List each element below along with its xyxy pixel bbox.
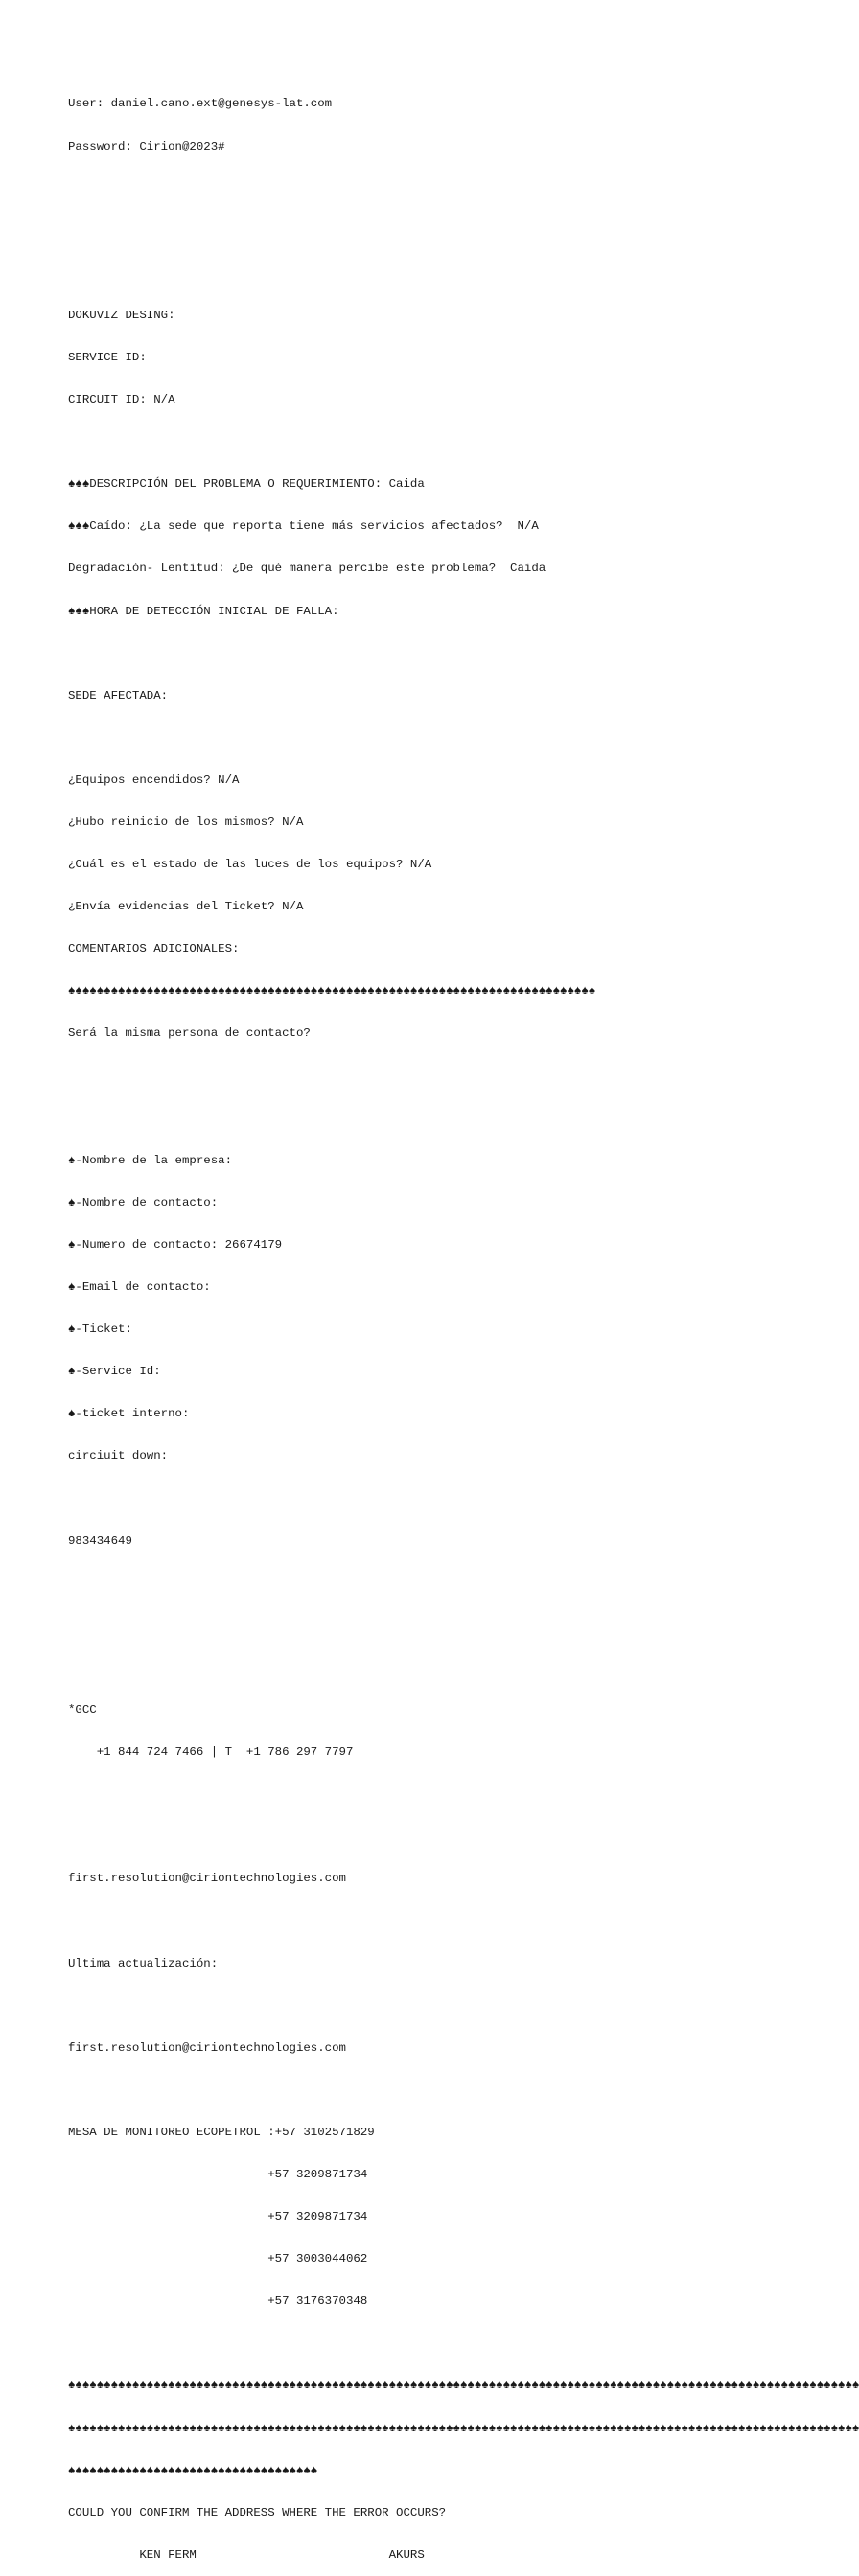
doc-line: ♠-Service Id:	[68, 1365, 161, 1379]
spade-divider-line: ♠♠♠♠♠♠♠♠♠♠♠♠♠♠♠♠♠♠♠♠♠♠♠♠♠♠♠♠♠♠♠♠♠♠♠♠♠♠♠♠♠♠♠♠♠♠♠♠♠♠♠♠♠♠♠♠♠♠♠♠♠♠♠♠♠♠♠♠♠♠♠♠♠♠♠♠♠♠♠♠♠♠♠♠♠♠♠♠♠♠♠♠♠♠♠♠♠♠♠♠♠♠♠♠♠♠♠♠♠♠♠	[68, 2379, 859, 2393]
doc-line: 983434649	[68, 1533, 132, 1548]
doc-line	[68, 2336, 682, 2351]
doc-line: KEN FERM AKURS	[68, 2547, 425, 2562]
doc-line: ¿Cuál es el estado de las luces de los equipos? N/A	[68, 858, 432, 872]
spade-divider-line: ♠♠♠♠♠♠♠♠♠♠♠♠♠♠♠♠♠♠♠♠♠♠♠♠♠♠♠♠♠♠♠♠♠♠♠♠♠♠♠♠♠♠♠♠♠♠♠♠♠♠♠♠♠♠♠♠♠♠♠♠♠♠♠♠♠♠♠♠♠♠♠♠♠♠♠♠♠♠♠♠♠♠♠♠♠♠♠♠♠♠♠♠♠♠♠♠♠♠♠♠♠♠♠♠♠♠♠♠♠♠♠	[68, 2421, 859, 2435]
doc-line: +57 3209871734	[68, 2168, 368, 2181]
doc-line	[68, 1914, 682, 1928]
doc-line: DOKUVIZ DESING:	[68, 308, 175, 322]
doc-line: *GCC	[68, 1702, 97, 1716]
doc-line: first.resolution@ciriontechnologies.com	[68, 1872, 346, 1886]
doc-line: CIRCUIT ID: N/A	[68, 393, 175, 407]
doc-line: Password: Cirion@2023#	[68, 139, 225, 153]
doc-line: COMENTARIOS ADICIONALES:	[68, 942, 240, 956]
doc-line: +57 3003044062	[68, 2252, 368, 2266]
doc-line: ♠-ticket interno:	[68, 1407, 190, 1421]
doc-line: ♠-Numero de contacto: 26674179	[68, 1237, 283, 1252]
doc-line: ¿Envía evidencias del Ticket? N/A	[68, 900, 304, 914]
doc-line: ♠-Email de contacto:	[68, 1280, 211, 1295]
spade-divider-line: ♠♠♠♠♠♠♠♠♠♠♠♠♠♠♠♠♠♠♠♠♠♠♠♠♠♠♠♠♠♠♠♠♠♠♠♠♠♠♠♠♠♠♠♠♠♠♠♠♠♠♠♠♠♠♠♠♠♠♠♠♠♠♠♠♠♠♠♠♠♠♠♠♠♠	[68, 984, 596, 999]
doc-line: Degradación- Lentitud: ¿De qué manera percibe este problema? Caida	[68, 562, 546, 576]
doc-line: +1 844 724 7466 | T +1 786 297 7797	[68, 1745, 354, 1760]
doc-line	[68, 647, 682, 661]
doc-line	[68, 1492, 682, 1506]
doc-line	[68, 1661, 682, 1675]
doc-line: +57 3176370348	[68, 2294, 368, 2309]
doc-line: ♠-Nombre de contacto:	[68, 1195, 219, 1209]
doc-line	[68, 2083, 682, 2098]
doc-line	[68, 1619, 682, 1633]
doc-line: ♠♠♠Caído: ¿La sede que reporta tiene más servicios afectados? N/A	[68, 519, 539, 534]
document-text	[68, 69, 859, 2576]
spade-divider-line: ♠♠♠♠♠♠♠♠♠♠♠♠♠♠♠♠♠♠♠♠♠♠♠♠♠♠♠♠♠♠♠♠♠♠♠	[68, 2463, 318, 2477]
doc-line	[68, 182, 682, 196]
doc-line	[68, 1112, 682, 1126]
doc-line	[68, 1576, 682, 1591]
doc-line: Ultima actualización:	[68, 1956, 219, 1970]
doc-line: ♠-Nombre de la empresa:	[68, 1153, 233, 1167]
doc-line: ♠♠♠DESCRIPCIÓN DEL PROBLEMA O REQUERIMIENTO: Caida	[68, 477, 425, 492]
doc-line	[68, 1999, 682, 2013]
doc-line: ♠-Ticket:	[68, 1322, 132, 1337]
doc-line	[68, 1787, 682, 1802]
doc-line: ¿Hubo reinicio de los mismos? N/A	[68, 816, 304, 829]
doc-line: +57 3209871734	[68, 2210, 368, 2224]
doc-line: SERVICE ID:	[68, 350, 147, 364]
doc-line: ♠♠♠HORA DE DETECCIÓN INICIAL DE FALLA:	[68, 604, 339, 618]
doc-line: ¿Equipos encendidos? N/A	[68, 772, 240, 787]
doc-line	[68, 266, 682, 281]
doc-line: first.resolution@ciriontechnologies.com	[68, 2040, 346, 2055]
doc-line: circiuit down:	[68, 1449, 169, 1463]
doc-line: Será la misma persona de contacto?	[68, 1026, 311, 1041]
doc-line	[68, 435, 682, 449]
doc-line	[68, 1829, 682, 1844]
doc-line: COULD YOU CONFIRM THE ADDRESS WHERE THE ERROR OCCURS?	[68, 2505, 447, 2519]
doc-line: MESA DE MONITOREO ECOPETROL :+57 3102571829	[68, 2125, 375, 2139]
doc-line: User: daniel.cano.ext@genesys-lat.com	[68, 97, 333, 111]
doc-line	[68, 731, 682, 746]
doc-line	[68, 224, 682, 239]
doc-line	[68, 1070, 682, 1084]
doc-line: SEDE AFECTADA:	[68, 688, 169, 702]
